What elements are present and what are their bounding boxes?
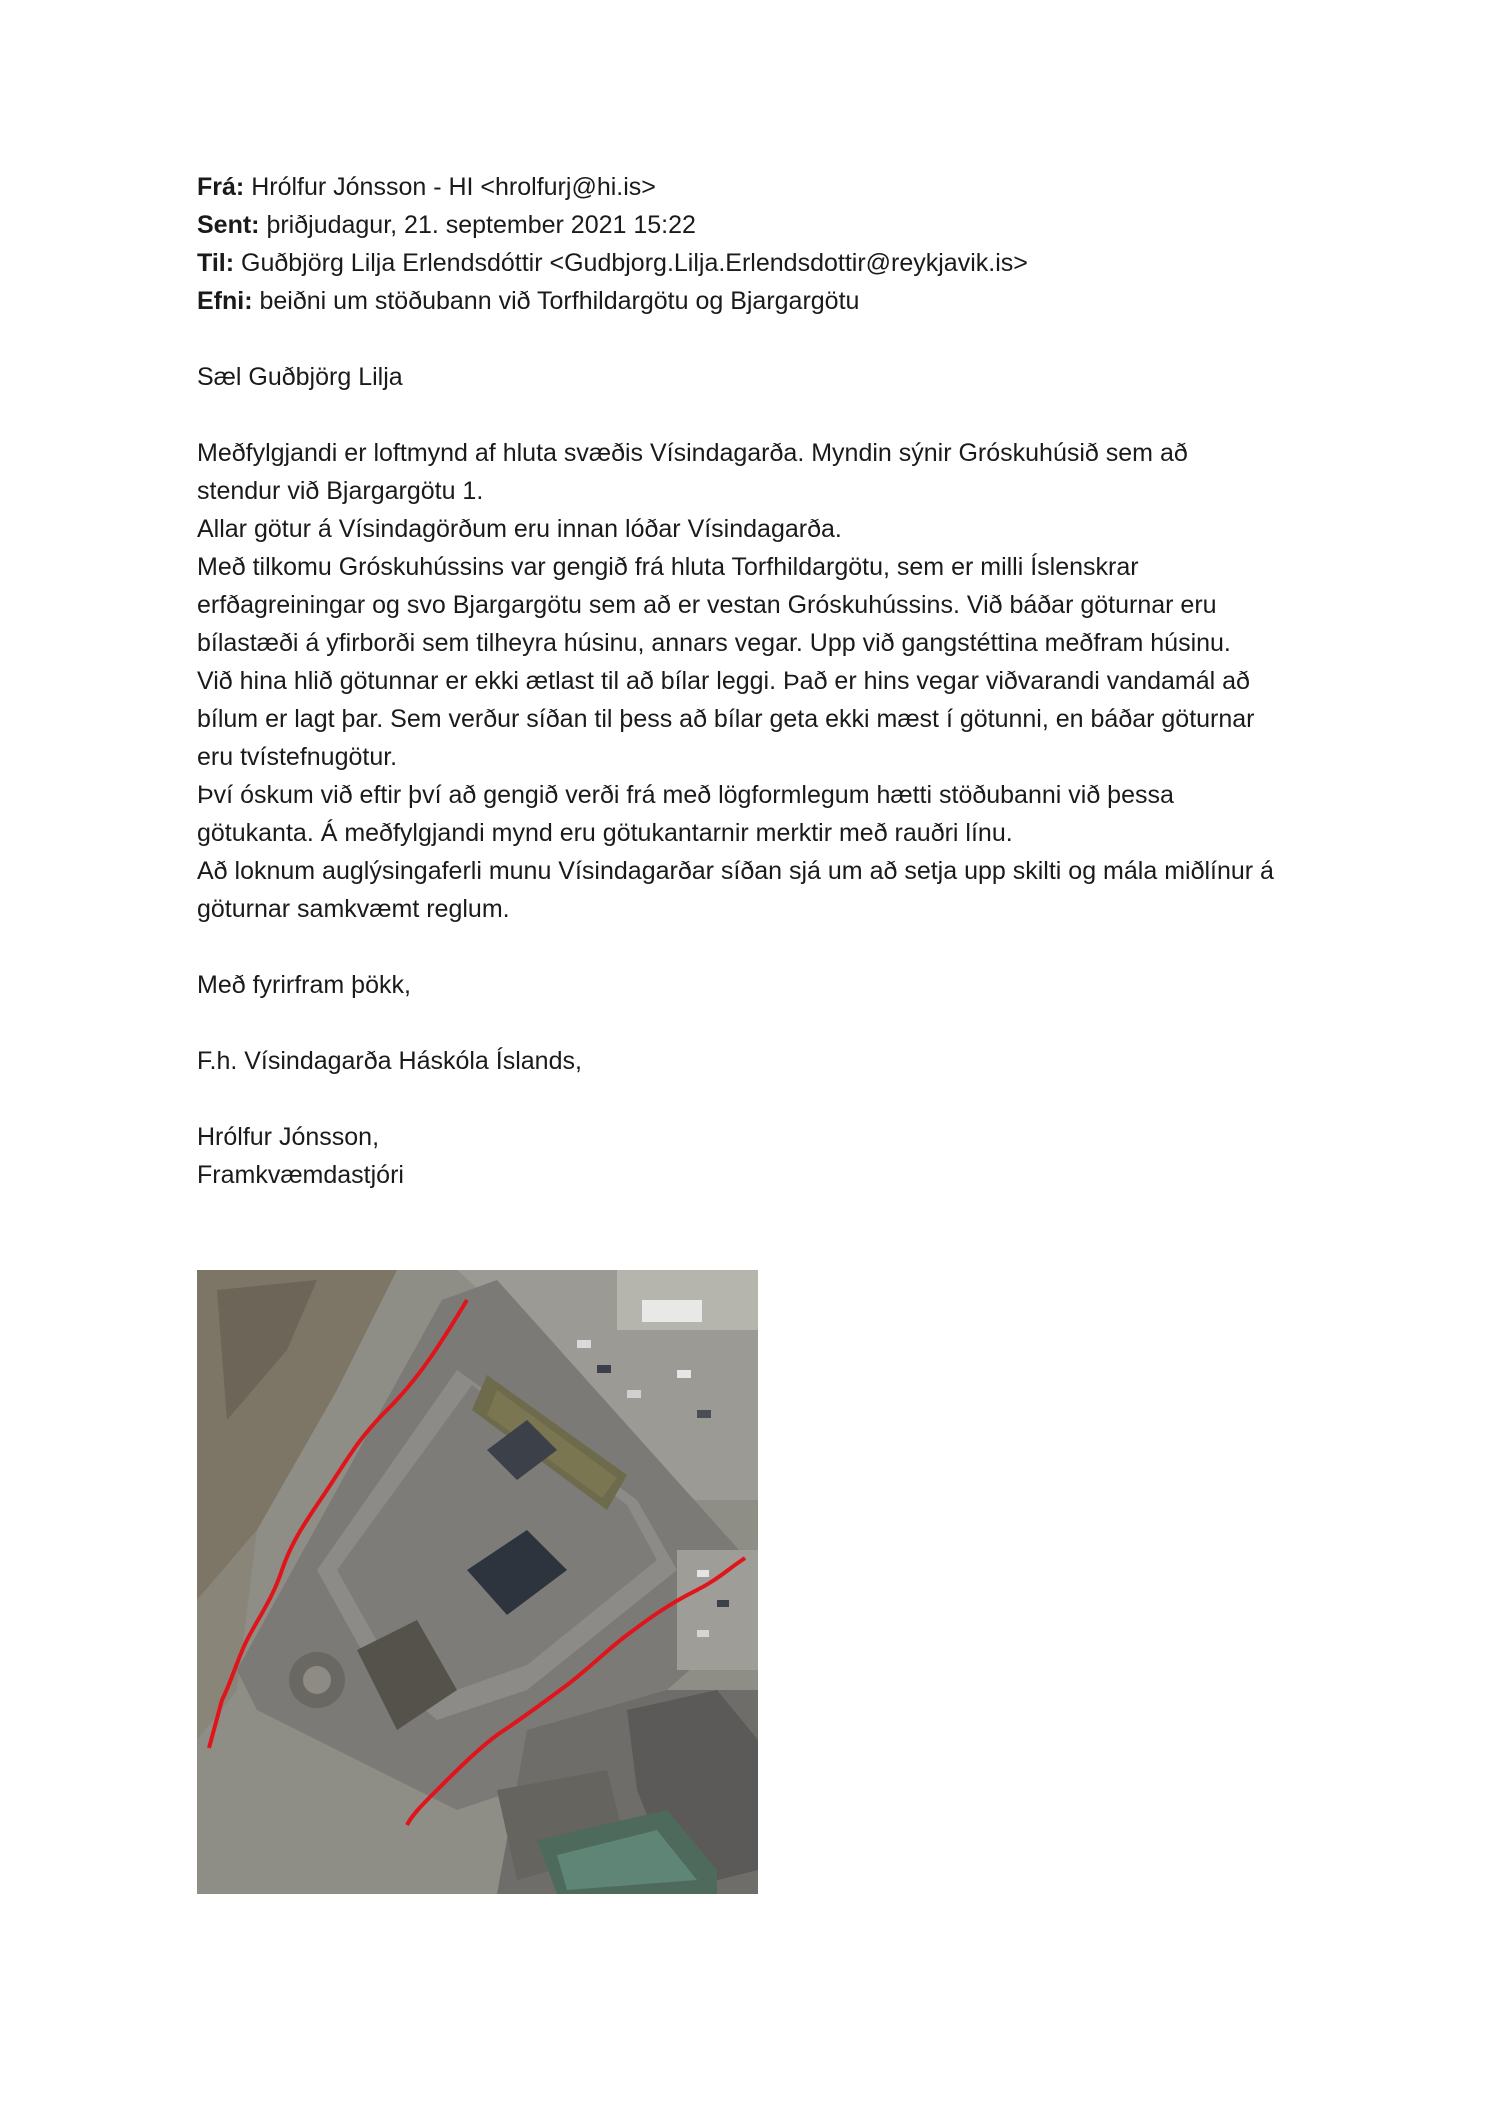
- body-paragraph: [197, 434, 1327, 928]
- body-line: eru tvístefnugötur.: [197, 743, 398, 771]
- greeting: Sæl Guðbjörg Lilja: [197, 363, 403, 391]
- signature-name: Hrólfur Jónsson,: [197, 1123, 380, 1151]
- body-line: Allar götur á Vísindagörðum eru innan lóðar Vísindagarða.: [197, 515, 842, 543]
- aerial-photo-icon: [197, 1270, 758, 1894]
- body-line: stendur við Bjargargötu 1.: [197, 477, 484, 505]
- organization-line: F.h. Vísindagarða Háskóla Íslands,: [197, 1047, 582, 1075]
- to-label: Til:: [197, 249, 235, 277]
- to-value: Guðbjörg Lilja Erlendsdóttir <Gudbjorg.Lilja.Erlendsdottir@reykjavik.is>: [241, 249, 1028, 277]
- subject-line: [197, 282, 1327, 320]
- to-line: [197, 244, 1327, 282]
- closing: Með fyrirfram þökk,: [197, 971, 411, 999]
- body-line: erfðagreiningar og svo Bjargargötu sem að er vestan Gróskuhússins. Við báðar göturnar eru: [197, 591, 1217, 619]
- signature-title: Framkvæmdastjóri: [197, 1161, 404, 1189]
- body-line: bílastæði á yfirborði sem tilheyra húsinu, annars vegar. Upp við gangstéttina meðfram húsinu.: [197, 629, 1231, 657]
- subject-value: beiðni um stöðubann við Torfhildargötu og Bjargargötu: [259, 287, 860, 315]
- from-value: Hrólfur Jónsson - HI <hrolfurj@hi.is>: [251, 173, 656, 201]
- sent-label: Sent:: [197, 211, 260, 239]
- body-line: Því óskum við eftir því að gengið verði frá með lögformlegum hætti stöðubanni við þessa: [197, 781, 1174, 809]
- sent-line: [197, 206, 1327, 244]
- email-content: [197, 168, 1327, 1194]
- body-line: bílum er lagt þar. Sem verður síðan til þess að bílar geta ekki mæst í götunni, en báðar göturnar: [197, 705, 1255, 733]
- body-line: Við hina hlið götunnar er ekki ætlast til að bílar leggi. Það er hins vegar viðvarandi vandamál að: [197, 667, 1250, 695]
- body-line: Með tilkomu Gróskuhússins var gengið frá hluta Torfhildargötu, sem er milli Íslenskrar: [197, 553, 1139, 581]
- body-line: göturnar samkvæmt reglum.: [197, 895, 510, 923]
- body-line: Að loknum auglýsingaferli munu Vísindagarðar síðan sjá um að setja upp skilti og mála miðlínur á: [197, 857, 1274, 885]
- from-line: [197, 168, 1327, 206]
- body-line: Meðfylgjandi er loftmynd af hluta svæðis Vísindagarða. Myndin sýnir Gróskuhúsið sem að: [197, 439, 1188, 467]
- from-label: Frá:: [197, 173, 245, 201]
- sent-value: þriðjudagur, 21. september 2021 15:22: [266, 211, 696, 239]
- aerial-photo: [197, 1270, 758, 1894]
- subject-label: Efni:: [197, 287, 253, 315]
- body-line: götukanta. Á meðfylgjandi mynd eru götukantarnir merktir með rauðri línu.: [197, 819, 1013, 847]
